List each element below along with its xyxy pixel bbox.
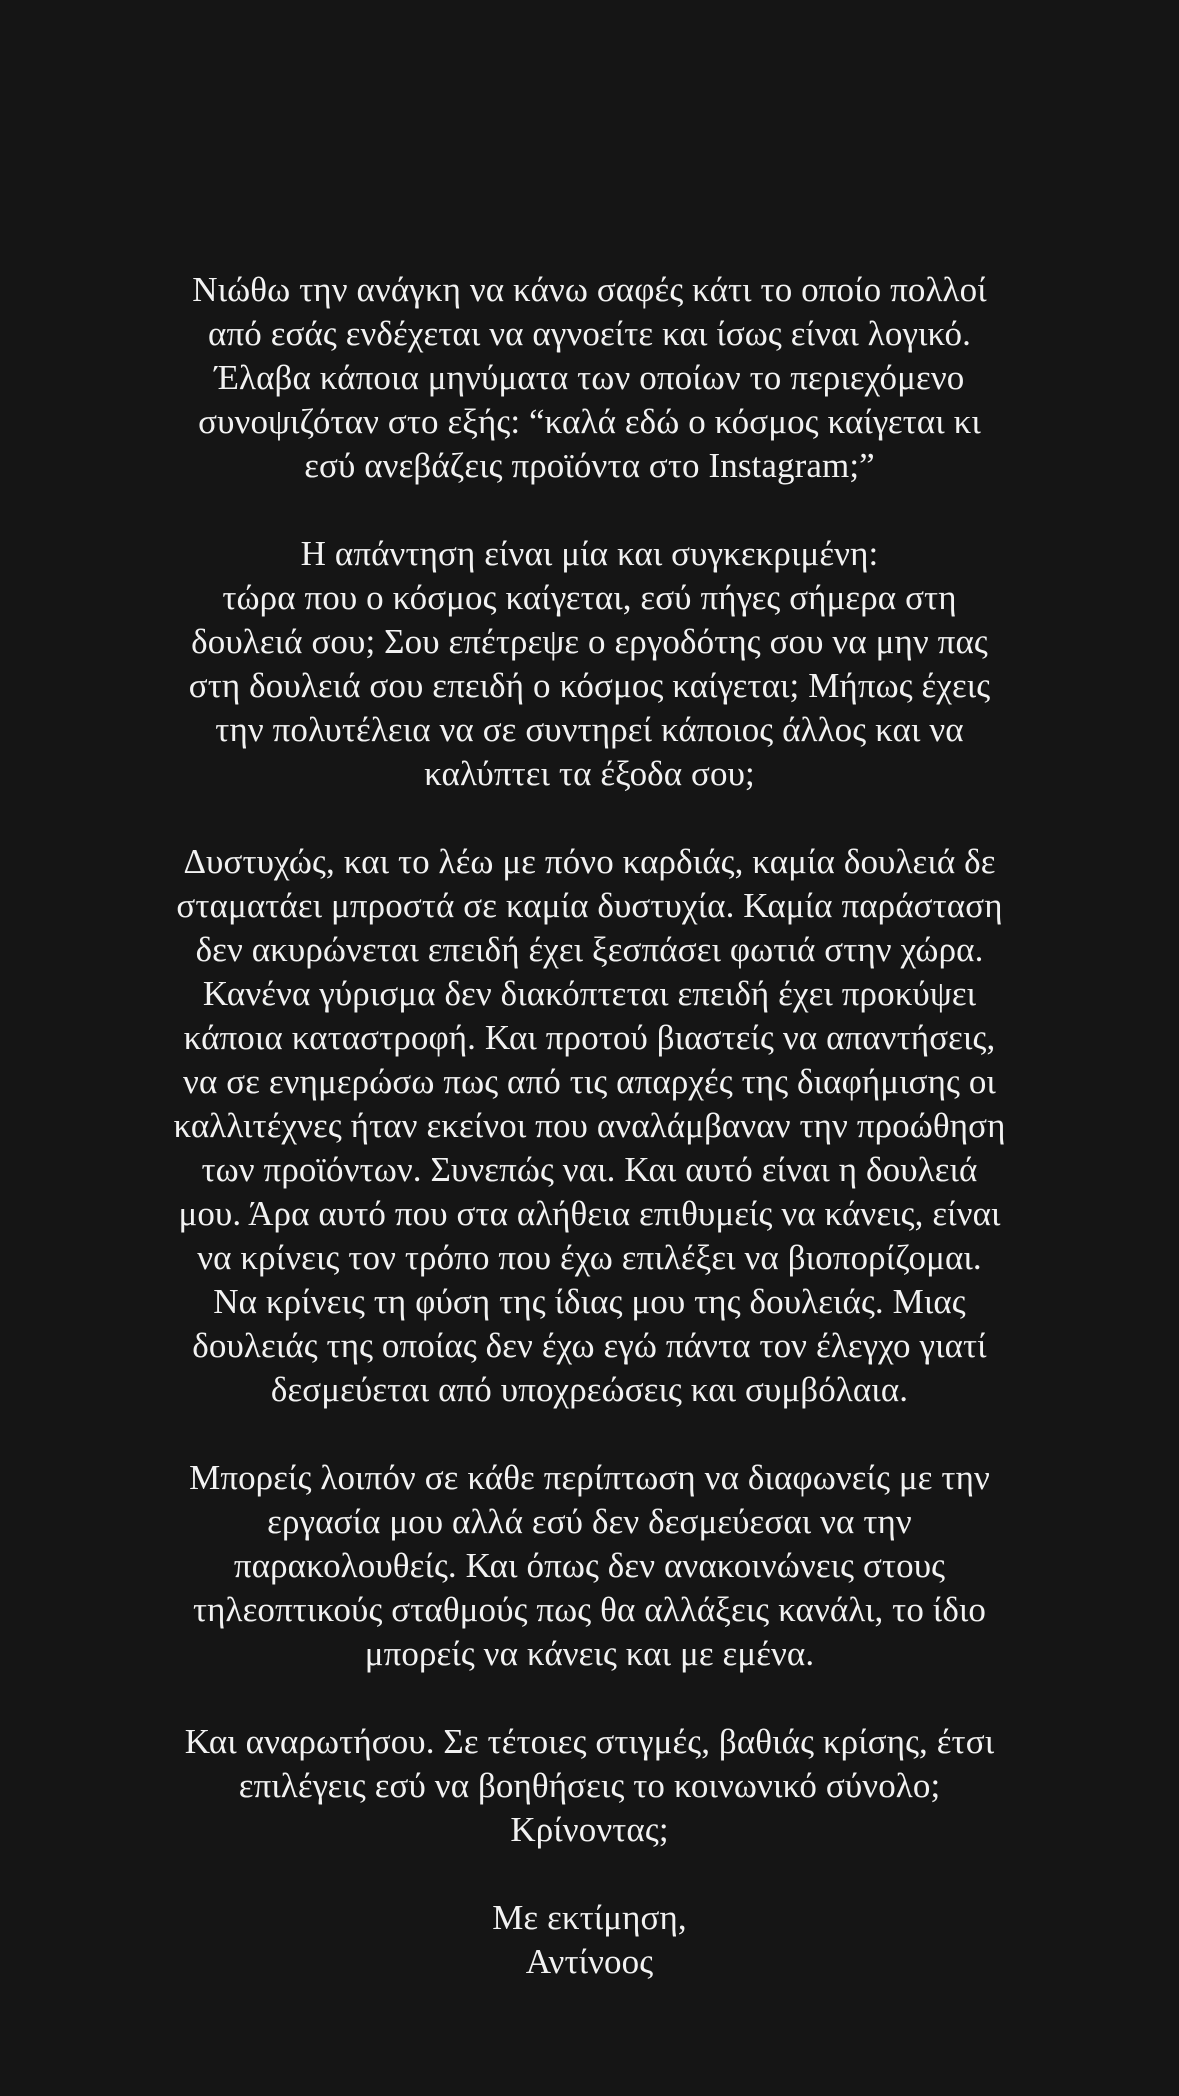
text-line: Να κρίνεις τη φύση της ίδιας μου της δουλειάς. Μιας: [213, 1282, 966, 1321]
signature: [0, 1896, 1179, 1984]
paragraph-5: [0, 1720, 1179, 1852]
text-line: επιλέγεις εσύ να βοηθήσεις το κοινωνικό σύνολο;: [238, 1766, 941, 1805]
paragraph-1: [0, 268, 1179, 488]
text-line: Και αναρωτήσου. Σε τέτοιες στιγμές, βαθιάς κρίσης, έτσι: [184, 1722, 995, 1761]
text-line: δεσμεύεται από υποχρεώσεις και συμβόλαια.: [270, 1370, 909, 1409]
text-line: δουλειάς της οποίας δεν έχω εγώ πάντα τον έλεγχο γιατί: [192, 1326, 987, 1365]
text-line: Κανένα γύρισμα δεν διακόπτεται επειδή έχει προκύψει: [202, 974, 977, 1013]
text-line: δουλειά σου; Σου επέτρεψε ο εργοδότης σου να μην πας: [191, 622, 988, 661]
signature-name: Αντίνοος: [525, 1942, 654, 1981]
text-line: τώρα που ο κόσμος καίγεται, εσύ πήγες σήμερα στη: [222, 578, 957, 617]
text-line: την πολυτέλεια να σε συντηρεί κάποιος άλλος και να: [215, 710, 964, 749]
text-line: Δυστυχώς, και το λέω με πόνο καρδιάς, καμία δουλειά δε: [183, 842, 996, 881]
paragraph-3: [0, 840, 1179, 1412]
text-line: συνοψιζόταν στο εξής: “καλά εδώ ο κόσμος καίγεται κι: [198, 402, 981, 441]
text-line: παρακολουθείς. Και όπως δεν ανακοινώνεις στους: [233, 1546, 946, 1585]
text-line: καλλιτέχνες ήταν εκείνοι που αναλάμβαναν την προώθηση: [173, 1106, 1006, 1145]
text-line: εργασία μου αλλά εσύ δεν δεσμεύεσαι να την: [267, 1502, 912, 1541]
text-line: μου. Άρα αυτό που στα αλήθεια επιθυμείς να κάνεις, είναι: [178, 1194, 1001, 1233]
text-line: σταματάει μπροστά σε καμία δυστυχία. Καμία παράσταση: [176, 886, 1003, 925]
text-line: στη δουλειά σου επειδή ο κόσμος καίγεται; Μήπως έχεις: [188, 666, 991, 705]
text-line: μπορείς να κάνεις και με εμένα.: [364, 1634, 815, 1673]
text-line: Νιώθω την ανάγκη να κάνω σαφές κάτι το οποίο πολλοί: [192, 270, 987, 309]
text-line: από εσάς ενδέχεται να αγνοείτε και ίσως είναι λογικό.: [208, 314, 971, 353]
text-line: δεν ακυρώνεται επειδή έχει ξεσπάσει φωτιά στην χώρα.: [195, 930, 984, 969]
paragraph-4: [0, 1456, 1179, 1676]
text-line: Έλαβα κάποια μηνύματα των οποίων το περιεχόμενο: [214, 358, 965, 397]
text-line: καλύπτει τα έξοδα σου;: [424, 754, 755, 793]
text-line: Η απάντηση είναι μία και συγκεκριμένη:: [300, 534, 879, 573]
text-line: κάποια καταστροφή. Και προτού βιαστείς να απαντήσεις,: [183, 1018, 996, 1057]
text-line: να κρίνεις τον τρόπο που έχω επιλέξει να βιοπορίζομαι.: [197, 1238, 982, 1277]
text-line: τηλεοπτικούς σταθμούς πως θα αλλάξεις κανάλι, το ίδιο: [192, 1590, 987, 1629]
paragraph-2: [0, 532, 1179, 796]
story-text: [0, 268, 1179, 2028]
text-line: Μπορείς λοιπόν σε κάθε περίπτωση να διαφωνείς με την: [189, 1458, 990, 1497]
text-line: να σε ενημερώσω πως από τις απαρχές της διαφήμισης οι: [183, 1062, 996, 1101]
signature-closing: Με εκτίμηση,: [492, 1898, 687, 1937]
text-line: Κρίνοντας;: [510, 1810, 669, 1849]
text-line: των προϊόντων. Συνεπώς ναι. Και αυτό είναι η δουλειά: [201, 1150, 978, 1189]
text-line: εσύ ανεβάζεις προϊόντα στο Instagram;”: [304, 446, 875, 485]
